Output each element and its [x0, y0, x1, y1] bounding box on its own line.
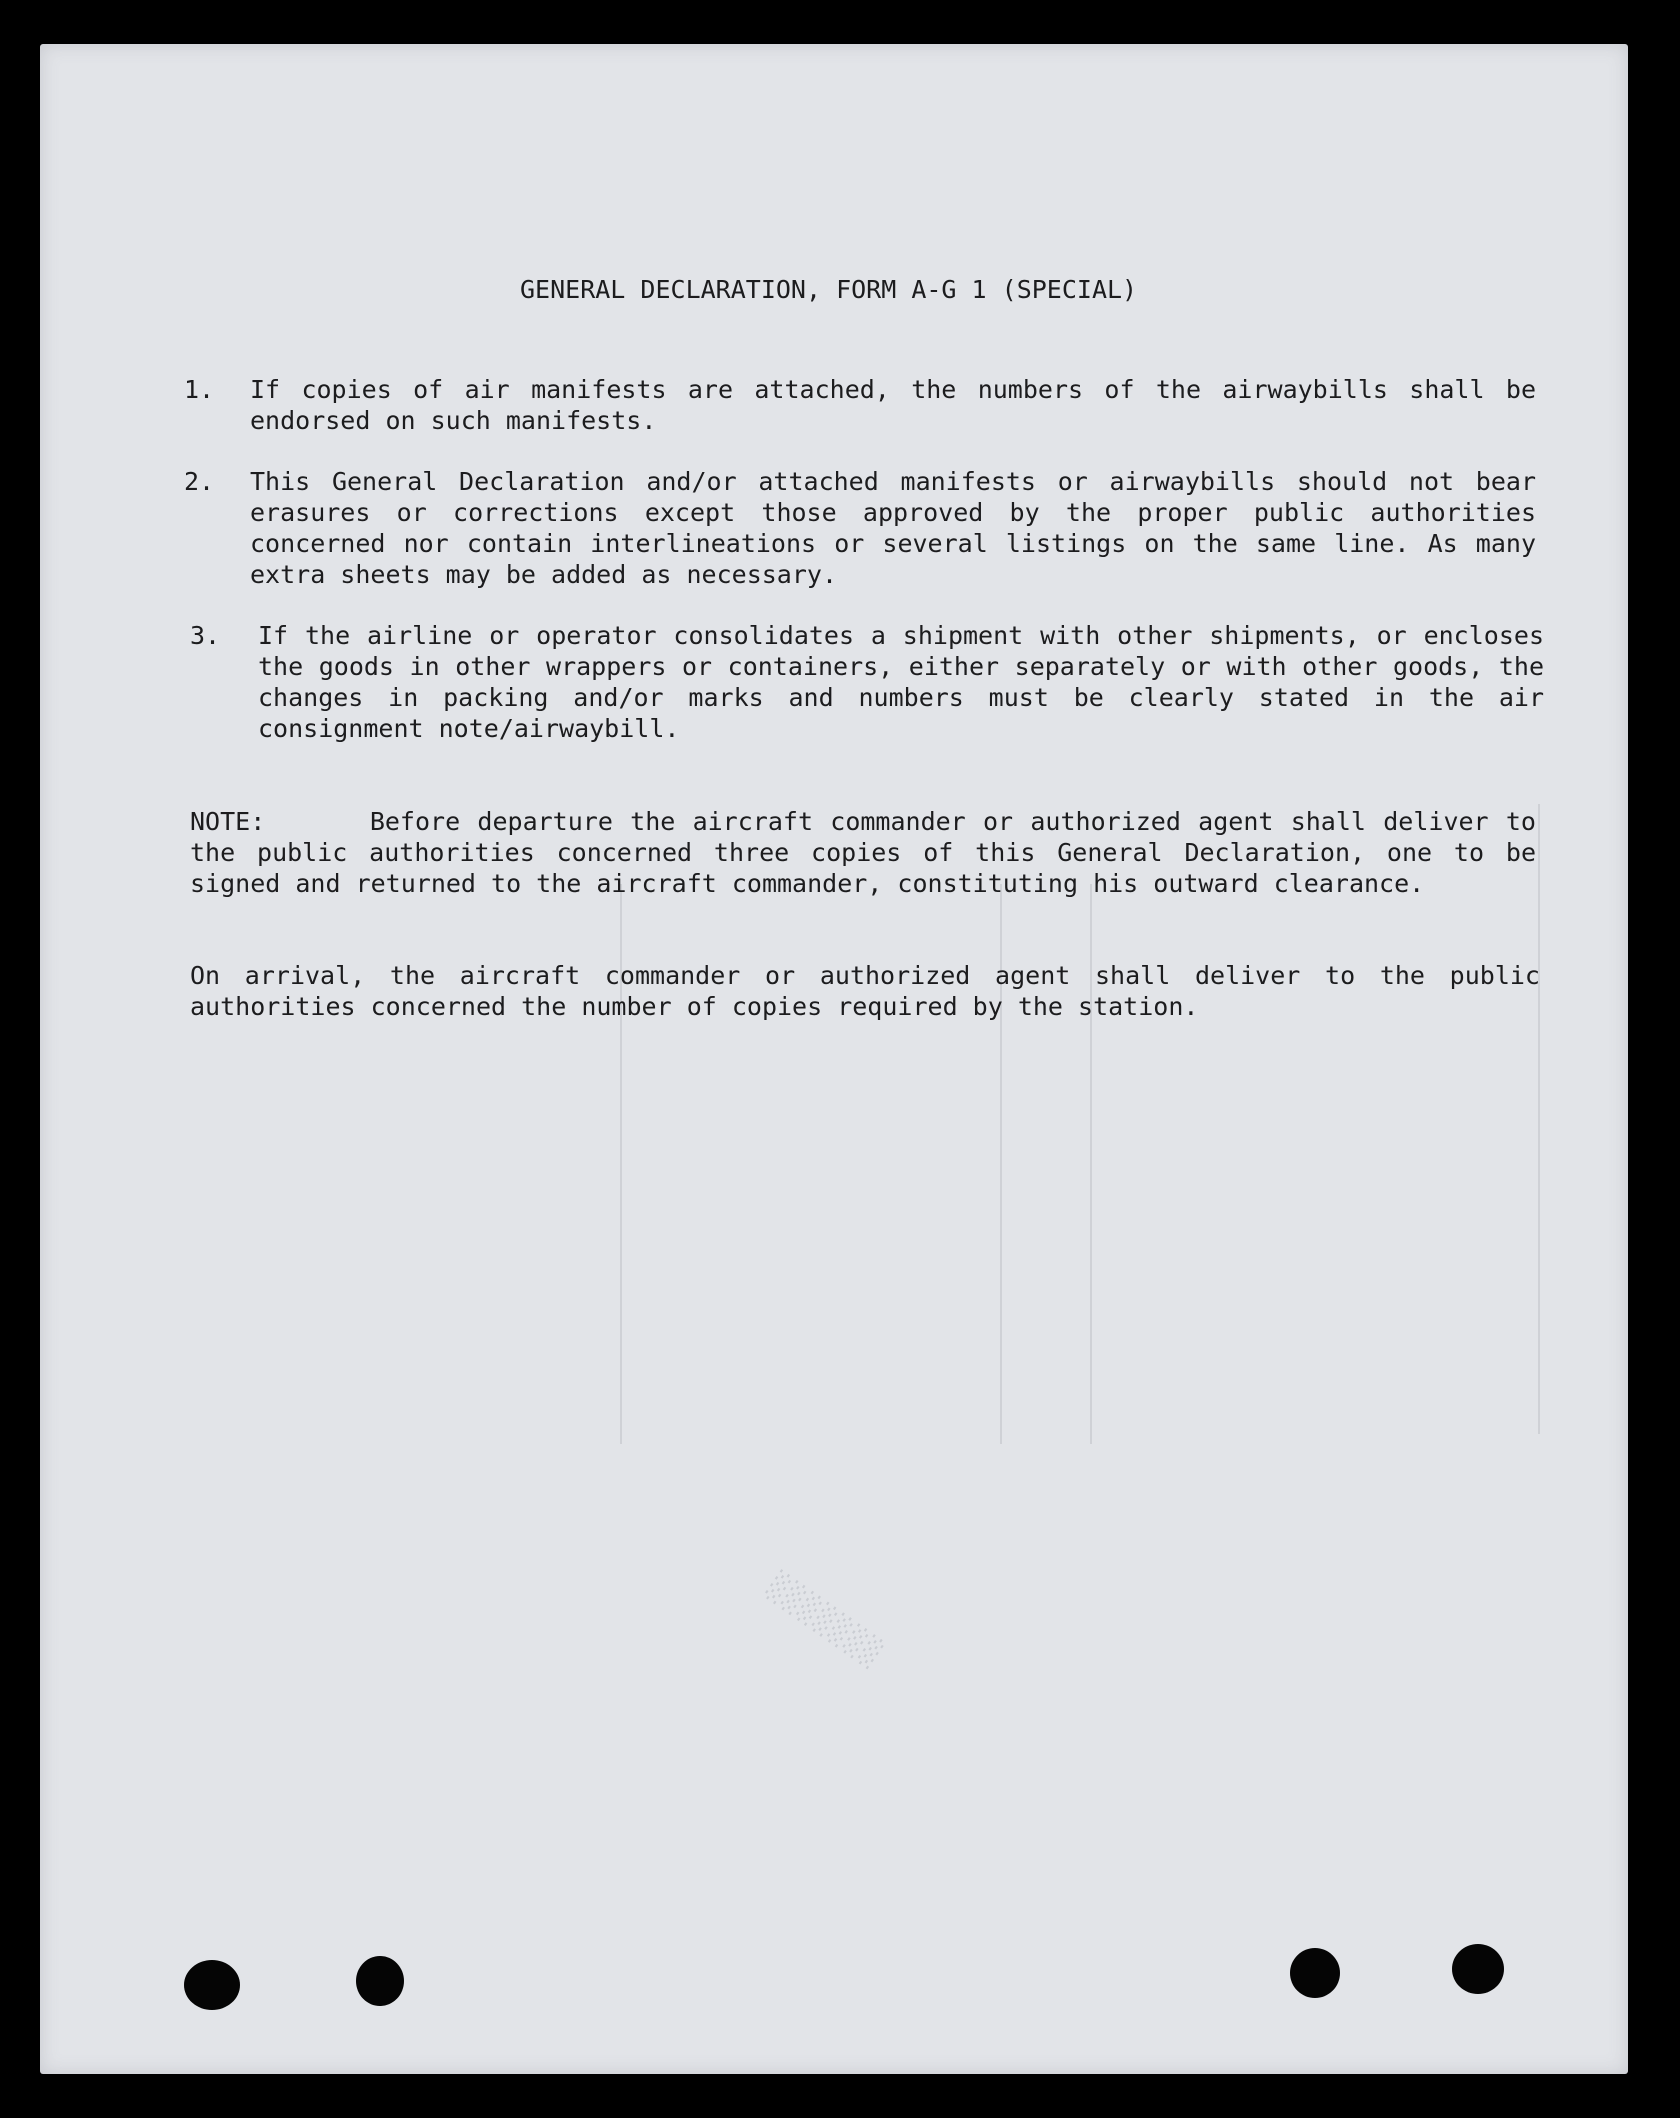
- item-number-2: 2.: [184, 467, 215, 496]
- punch-hole: [184, 1960, 240, 2010]
- item-text-3: If the airline or operator consolidates a shipment with other shipments, or encloses the goods in other wrappers or containers, either separately or with other goods, the changes in packing and/or marks and numbers must be clearly stated in the air consignment note/airwaybill.: [258, 621, 1544, 743]
- page-title: GENERAL DECLARATION, FORM A-G 1 (SPECIAL): [520, 275, 1138, 304]
- document-page: [40, 44, 1628, 2074]
- item-number-3: 3.: [190, 621, 221, 650]
- note-label: NOTE:: [190, 807, 266, 836]
- punch-hole: [1290, 1948, 1340, 1998]
- item-number-1: 1.: [184, 375, 215, 404]
- bleed-through-stamp: ░░░░░░░: [762, 1569, 890, 1672]
- bleed-through-line: [1538, 804, 1540, 1434]
- punch-hole: [1452, 1944, 1504, 1994]
- note-paragraph: [190, 806, 1536, 899]
- punch-hole: [356, 1956, 404, 2006]
- item-text-1: If copies of air manifests are attached, the numbers of the airwaybills shall be endorsed on such manifests.: [250, 375, 1536, 435]
- arrival-paragraph: On arrival, the aircraft commander or authorized agent shall deliver to the public authorities concerned the number of copies required by the station.: [190, 961, 1540, 1021]
- note-text: Before departure the aircraft commander or authorized agent shall deliver to the public authorities concerned three copies of this General Declaration, one to be signed and returned to the aircraft commander, constituting his outward clearance.: [190, 807, 1536, 898]
- item-text-2: This General Declaration and/or attached manifests or airwaybills should not bear erasures or corrections except those approved by the proper public authorities concerned nor contain interlineations or several listings on the same line. As many extra sheets may be added as necessary.: [250, 467, 1536, 589]
